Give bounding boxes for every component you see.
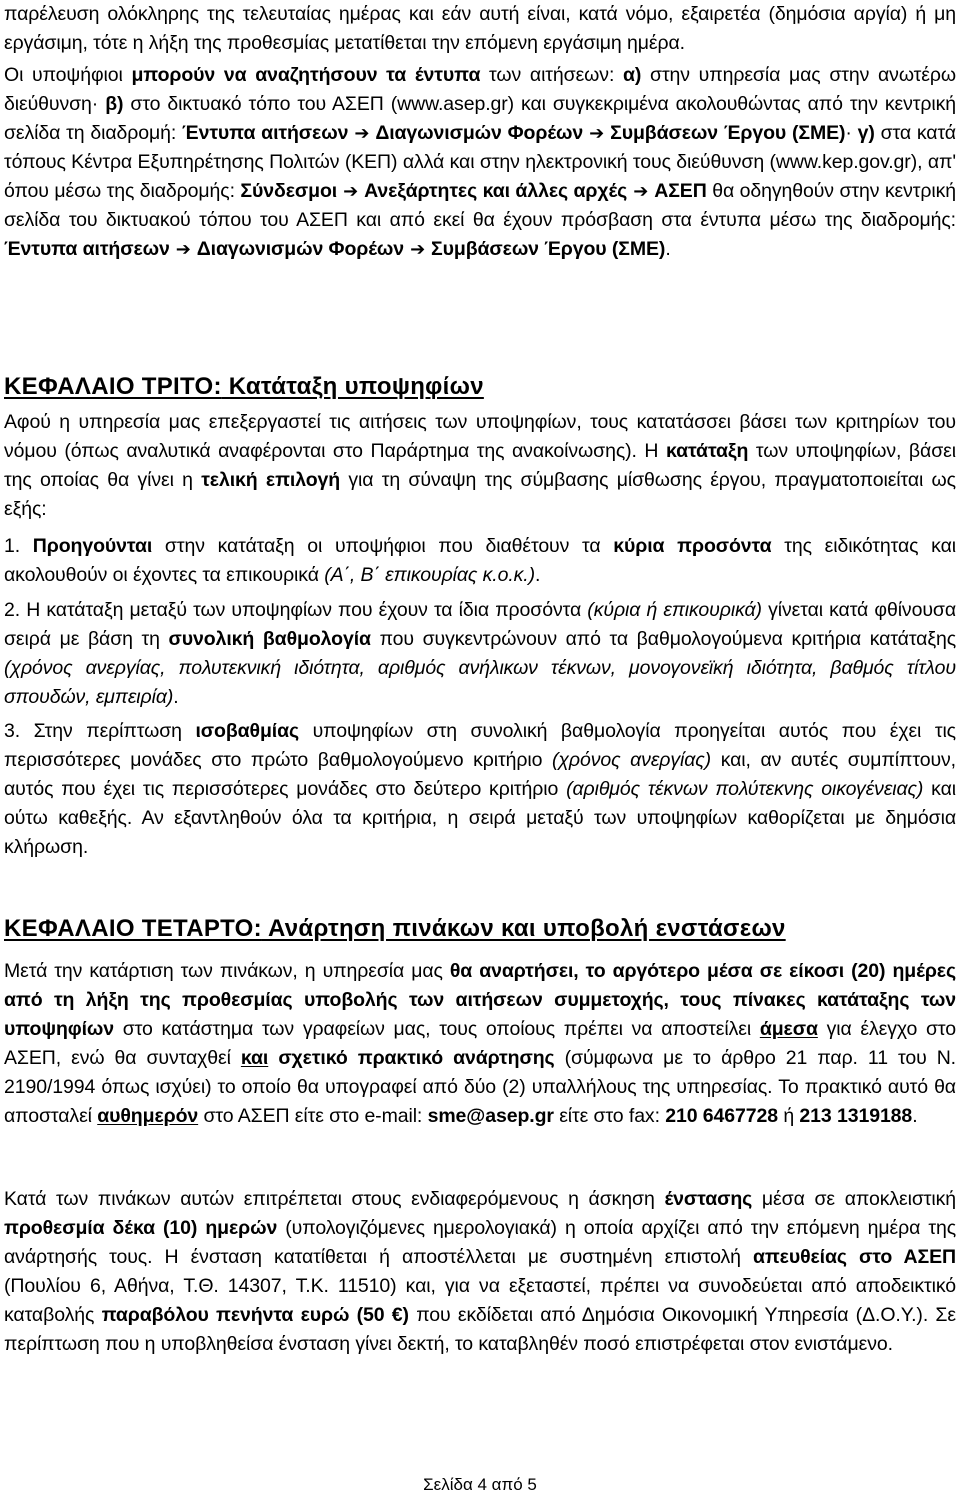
bold-run: κατάταξη — [665, 440, 749, 462]
bold-run: Διαγωνισμών Φορέων — [196, 238, 405, 260]
paragraph-text: παρέλευση ολόκληρης της τελευταίας ημέρας και εάν αυτή είναι, κατά νόμο, εξαιρετέα (δημόσια αργία) ή μη εργάσιμη, τότε η λήξη της προθεσμίας μετατίθεται την επόμενη εργάσιμη ημέρα. — [4, 3, 956, 54]
text-run: . — [535, 564, 541, 586]
text-run: στα κατά τόπους Κέντρα Εξυπηρέτησης Πολιτών (ΚΕΠ) αλλά και στην ηλεκτρονική τους διεύθυνση (www.kep.gov.gr), απ' όπου μέσω της διαδρομής: — [4, 122, 956, 202]
text-run: Μετά την κατάρτιση των πινάκων, η υπηρεσία μας — [4, 960, 450, 982]
text-run: της ειδικότητας και ακολουθούν οι έχοντες τα επικουρικά — [4, 535, 956, 586]
italic-run: (χρόνος ανεργίας) — [551, 749, 712, 771]
bold-run: ένστασης — [664, 1188, 753, 1210]
bold-run: ισοβαθμίας — [195, 720, 300, 742]
text-run: στην κατάταξη οι υποψήφιοι που διαθέτουν τα — [152, 535, 614, 557]
text-run: που εκδίδεται από Δημόσια Οικονομική Υπηρεσία (Δ.Ο.Υ.). Σε περίπτωση που η υποβληθείσα ένσταση γίνει δεκτή, το καταβληθέν ποσό επιστρέφεται στον ενιστάμενο. — [4, 1304, 956, 1355]
arrow-right-icon: ➔ — [589, 123, 605, 144]
text-run: για τη σύναψη της σύμβασης μίσθωσης έργου, πραγματοποιείται ως εξής: — [4, 469, 956, 520]
bold-run: Ανεξάρτητες και άλλες αρχές — [364, 180, 628, 202]
bold-run: απευθείας στο ΑΣΕΠ — [752, 1246, 956, 1268]
bold-run: σχετικό πρακτικό ανάρτησης — [278, 1047, 555, 1069]
text-run: των υποψηφίων, βάσει της οποίας θα γίνει η — [4, 440, 956, 491]
heading-text: Ανάρτηση πινάκων και υποβολή ενστάσεων — [261, 915, 786, 942]
text-run — [268, 1047, 278, 1069]
paragraph-rule-1 — [4, 532, 956, 590]
bold-run: Προηγούνται — [32, 535, 153, 557]
paragraph-posting-tables — [4, 957, 956, 1131]
text-run: στο δικτυακό τόπο του ΑΣΕΠ (www.asep.gr) και συγκεκριμένα ακολουθώντας από την κεντρική σελίδα τη διαδρομή: — [4, 93, 956, 144]
page-footer: Σελίδα 4 από 5 — [423, 1475, 537, 1494]
arrow-right-icon: ➔ — [410, 239, 426, 260]
text-run: . — [173, 686, 179, 708]
paragraph-application-forms — [4, 61, 956, 264]
paragraph-objections — [4, 1185, 956, 1359]
bold-run: Σύνδεσμοι — [240, 180, 338, 202]
heading-label: ΚΕΦΑΛΑΙΟ ΤΕΤΑΡΤΟ: — [4, 915, 262, 942]
bold-run: τελική επιλογή — [201, 469, 341, 491]
bold-run: Συμβάσεων Έργου (ΣΜΕ) — [431, 238, 666, 260]
chapter-three-heading — [4, 372, 484, 402]
text-run: (σύμφωνα με το άρθρο 21 παρ. 11 του Ν. 2190/1994 όπως ισχύει) το οποίο θα υπογραφεί από δύο (2) υπαλλήλους της υπηρεσίας. Το πρακτικό αυτό θα αποσταλεί — [4, 1047, 957, 1127]
bold-run: προθεσμία δέκα (10) ημερών — [4, 1217, 278, 1239]
fax-number: 210 6467728 — [665, 1105, 779, 1127]
text-run: (υπολογιζόμενες ημερολογιακά) η οποία αρχίζει από την επόμενη ημέρα της ανάρτησής τους. Η ένσταση κατατίθεται ή αποστέλλεται με συστημένη επιστολή — [4, 1217, 956, 1268]
bold-run: κύρια προσόντα — [613, 535, 772, 557]
text-run: στο ΑΣΕΠ είτε στο e-mail: — [198, 1105, 428, 1127]
arrow-right-icon: ➔ — [343, 181, 359, 202]
text-run: 2. Η κατάταξη μεταξύ των υποψηφίων που έχουν τα ίδια προσόντα — [4, 599, 588, 621]
bold-run: παραβόλου πενήντα ευρώ (50 €) — [101, 1304, 409, 1326]
text-run: στην υπηρεσία μας στην ανωτέρω διεύθυνση· — [4, 64, 956, 115]
bold-run: συνολική βαθμολογία — [168, 628, 371, 650]
text-run: Κατά των πινάκων αυτών επιτρέπεται στους ενδιαφερόμενους η άσκηση — [4, 1188, 665, 1210]
text-run: (Πουλίου 6, Αθήνα, Τ.Θ. 14307, Τ.Κ. 11510) και, για να εξεταστεί, πρέπει να συνοδεύεται από αποδεικτικό καταβολής — [4, 1275, 956, 1326]
paragraph-rule-2 — [4, 596, 956, 712]
bold-run: Έντυπα αιτήσεων — [182, 122, 349, 144]
bold-run: α) — [623, 64, 642, 86]
text-run: γίνεται κατά φθίνουσα σειρά με βάση τη — [4, 599, 956, 650]
arrow-right-icon: ➔ — [633, 181, 649, 202]
bold-run: μπορούν να αναζητήσουν τα έντυπα — [131, 64, 481, 86]
text-run: για έλεγχο στο ΑΣΕΠ, ενώ θα συνταχθεί — [4, 1018, 957, 1069]
fax-number: 213 1319188 — [799, 1105, 913, 1127]
text-run: και ούτω καθεξής. Αν εξαντληθούν όλα τα κριτήρια, η σειρά μεταξύ των υποψηφίων καθορίζεται με δημόσια κλήρωση. — [4, 778, 956, 858]
email-text: sme@asep.gr — [427, 1105, 554, 1127]
chapter-four-heading — [4, 914, 786, 944]
text-run: ή — [778, 1105, 800, 1127]
bold-run: γ) — [857, 122, 875, 144]
bold-run: Έντυπα αιτήσεων — [4, 238, 170, 260]
bold-run: Διαγωνισμών Φορέων — [375, 122, 584, 144]
italic-run: (Α΄, Β΄ επικουρίας κ.ο.κ.) — [324, 564, 536, 586]
bold-run: Συμβάσεων Έργου (ΣΜΕ) — [610, 122, 846, 144]
text-run: και, αν αυτές συμπίπτουν, αυτός που έχει τις περισσότερες μονάδες στο δεύτερο κριτήριο — [4, 749, 956, 800]
bold-run: ΑΣΕΠ — [654, 180, 707, 202]
text-run: · — [845, 122, 858, 144]
text-run: . — [912, 1105, 918, 1127]
paragraph-ranking-intro — [4, 408, 956, 524]
arrow-right-icon: ➔ — [354, 123, 370, 144]
italic-run: (κύρια ή επικουρικά) — [587, 599, 762, 621]
text-run: των αιτήσεων: — [480, 64, 623, 86]
paragraph-deadline-extension — [4, 0, 956, 58]
bold-underline-run: και — [240, 1047, 269, 1069]
italic-run: (χρόνος ανεργίας, πολυτεκνική ιδιότητα, αριθμός ανήλικων τέκνων, μονογονεϊκή ιδιότητα, βαθμός τίτλου σπουδών, εμπειρία) — [4, 657, 956, 708]
text-run: που συγκεντρώνουν από τα βαθμολογούμενα κριτήρια κατάταξης — [370, 628, 956, 650]
bold-run: θα αναρτήσει, το αργότερο μέσα σε είκοσι (20) ημέρες από τη λήξη της προθεσμίας υποβολής των αιτήσεων συμμετοχής, τους πίνακες κατάταξης των υποψηφίων — [4, 960, 956, 1040]
heading-text: Κατάταξη υποψηφίων — [221, 373, 484, 400]
text-run: Αφού η υπηρεσία μας επεξεργαστεί τις αιτήσεις των υποψηφίων, τους κατατάσσει βάσει των κριτηρίων του νόμου (όπως αναλυτικά αναφέρονται στο Παράρτημα της ανακοίνωσης). Η — [4, 411, 956, 462]
italic-run: (αριθμός τέκνων πολύτεκνης οικογένειας) — [566, 778, 924, 800]
text-run: . — [665, 238, 671, 260]
bold-underline-run: αυθημερόν — [97, 1105, 199, 1127]
heading-label: ΚΕΦΑΛΑΙΟ ΤΡΙΤΟ: — [4, 373, 222, 400]
text-run: είτε στο fax: — [553, 1105, 666, 1127]
bold-underline-run: άμεσα — [759, 1018, 818, 1040]
text-run: 1. — [4, 535, 33, 557]
text-run: υποψηφίων στη συνολική βαθμολογία προηγείται αυτός που έχει τις περισσότερες μονάδες στο πρώτο βαθμολογούμενο κριτήριο — [4, 720, 956, 771]
arrow-right-icon: ➔ — [175, 239, 191, 260]
text-run: στο κατάστημα των γραφείων μας, τους οποίους πρέπει να αποστείλει — [114, 1018, 760, 1040]
text-run: θα οδηγηθούν στην κεντρική σελίδα του δικτυακού τόπου του ΑΣΕΠ και από εκεί θα έχουν πρόσβαση στα έντυπα μέσω της διαδρομής: — [4, 180, 956, 231]
text-run: μέσα σε αποκλειστική — [752, 1188, 956, 1210]
text-run: 3. Στην περίπτωση — [4, 720, 196, 742]
text-run: Οι υποψήφιοι — [4, 64, 132, 86]
paragraph-rule-3 — [4, 717, 956, 862]
bold-run: β) — [105, 93, 124, 115]
